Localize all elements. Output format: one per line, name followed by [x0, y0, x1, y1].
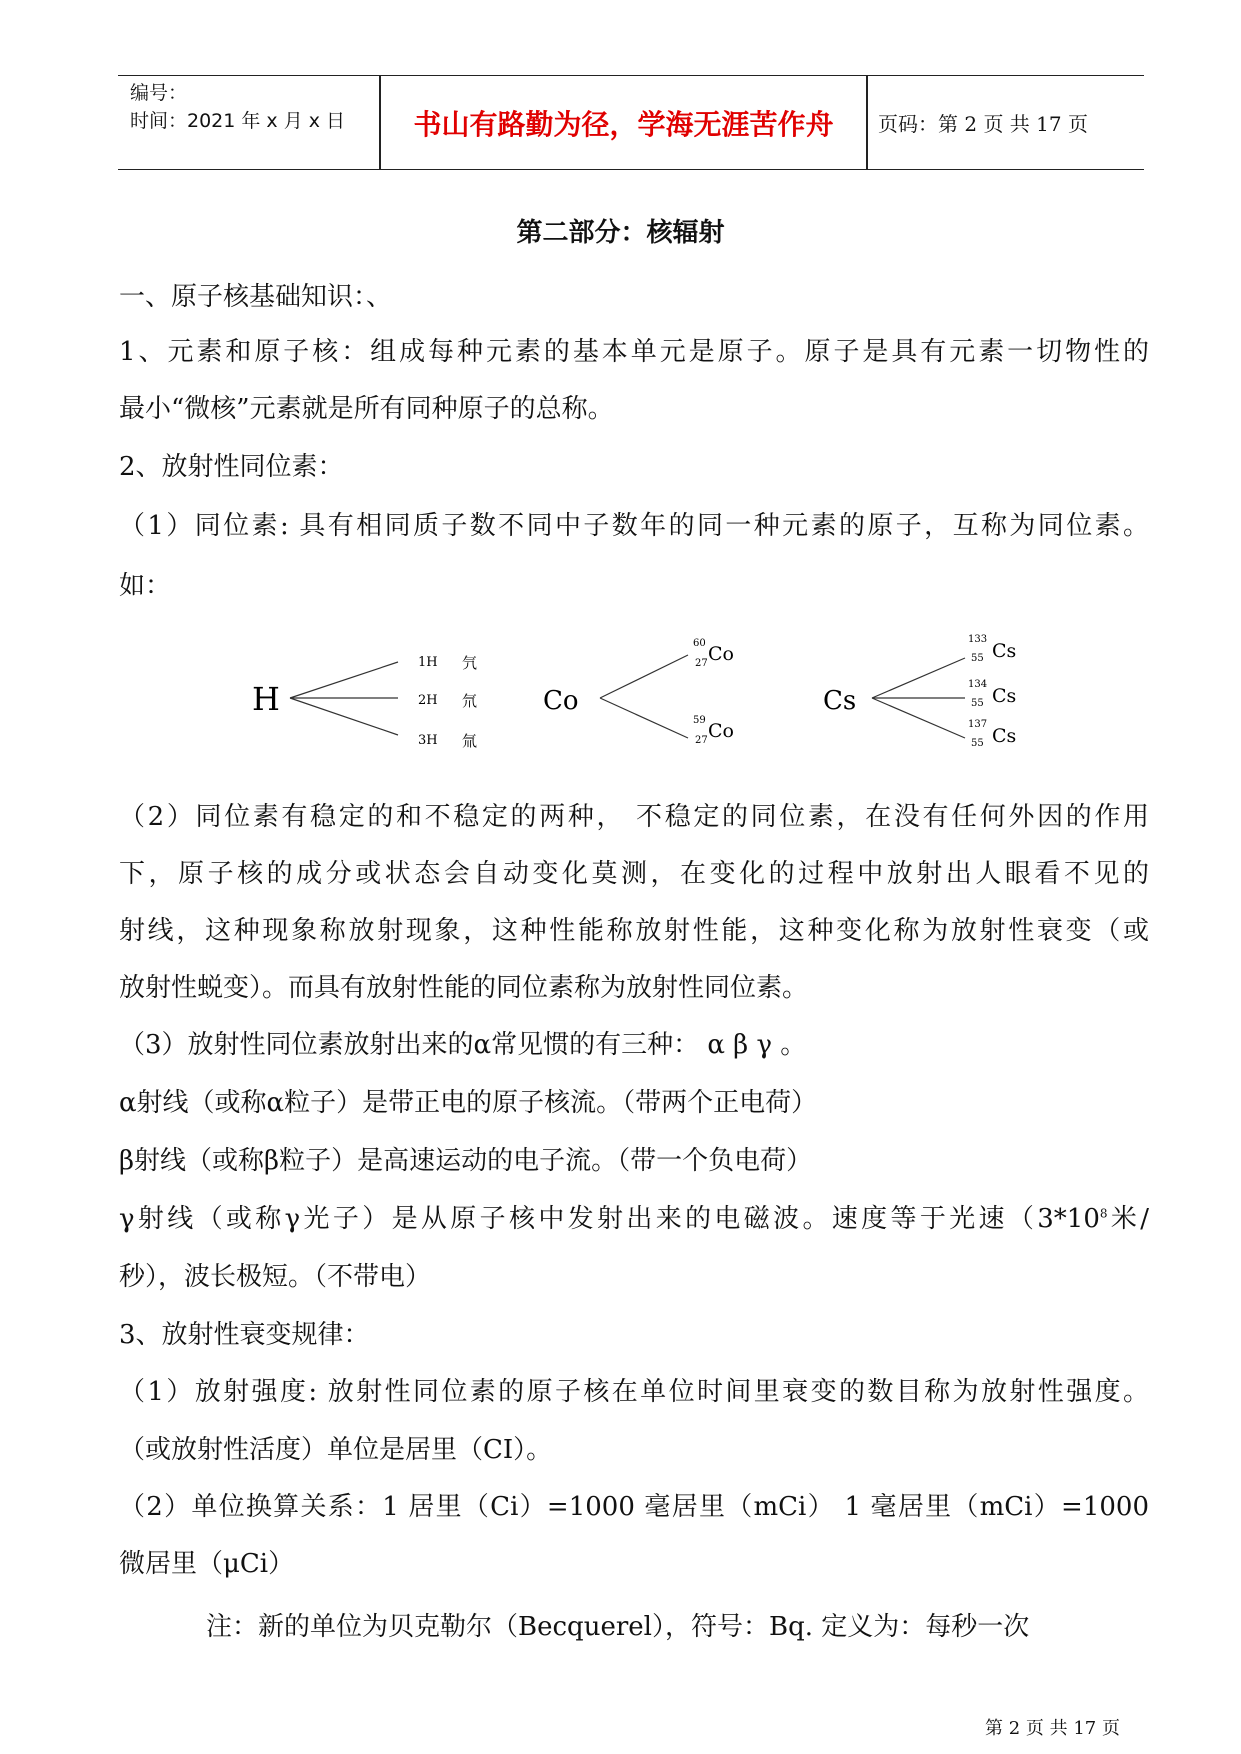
branch-line [290, 698, 398, 735]
cs-z: 55 [971, 738, 984, 749]
time-label: 时间：2021 年 x 月 x 日 [130, 110, 346, 132]
paragraph-line: β射线（或称β粒子）是高速运动的电子流。（带一个负电荷） [119, 1146, 813, 1176]
co-isotope-symbol: Co [708, 720, 734, 742]
heading-1: 一、原子核基础知识：、 [119, 282, 393, 312]
paragraph-line: 最小“微核”元素就是所有同种原子的总称。 [119, 394, 614, 424]
paragraph-line: 微居里（μCi） [119, 1549, 295, 1579]
exponent: 8 [1099, 1206, 1108, 1221]
header-page-label: 页码：第 2 页 共 17 页 [878, 112, 1088, 136]
h-symbol: H [252, 680, 280, 718]
h-isotope-mass: 2H [418, 693, 438, 708]
paragraph-line: （2）单位换算关系：1 居里（Ci）=1000 毫居里（mCi） 1 毫居里（mCi）=1000 [119, 1492, 1149, 1522]
note-line: 注：新的单位为贝克勒尔（Becquerel），符号：Bq. 定义为：每秒一次 [206, 1612, 1030, 1642]
paragraph-line: 1、元素和原子核：组成每种元素的基本单元是原子。原子是具有元素一切物性的 [119, 337, 1149, 367]
branch-line [290, 662, 398, 698]
cs-symbol: Cs [823, 686, 857, 716]
paragraph-line: （2）同位素有稳定的和不稳定的两种， 不稳定的同位素，在没有任何外因的作用 [119, 802, 1149, 832]
paragraph-line: （1）同位素: 具有相同质子数不同中子数年的同一种元素的原子，互称为同位素。 [119, 511, 1149, 541]
co-isotope-symbol: Co [708, 643, 734, 665]
header-divider [866, 76, 868, 169]
paragraph-line: （1）放射强度: 放射性同位素的原子核在单位时间里衰变的数目称为放射性强度。 [119, 1377, 1149, 1407]
paragraph-line: 如： [119, 571, 172, 601]
h-isotope-mass: 3H [418, 733, 438, 748]
cs-mass: 133 [968, 634, 988, 645]
page-footer: 第 2 页 共 17 页 [985, 1718, 1120, 1739]
co-z: 27 [695, 658, 708, 669]
co-symbol: Co [543, 686, 579, 716]
cs-isotope-symbol: Cs [992, 725, 1017, 747]
isotope-diagram-svg [230, 620, 1060, 760]
number-label: 编号： [130, 82, 188, 104]
co-z: 27 [695, 735, 708, 746]
cs-z: 55 [971, 653, 984, 664]
branch-line [600, 655, 688, 698]
h-isotope-name: 氕 [462, 654, 478, 672]
text-segment: 米/ [1107, 1204, 1149, 1234]
paragraph-line: 放射性蜕变）。而具有放射性能的同位素称为放射性同位素。 [119, 973, 809, 1003]
h-isotope-name: 氘 [462, 692, 478, 710]
header-meta-cell [118, 76, 379, 169]
paragraph-line: α射线（或称α粒子）是带正电的原子核流。（带两个正电荷） [119, 1088, 818, 1118]
paragraph-line: 秒），波长极短。（不带电） [119, 1262, 432, 1292]
heading-2: 2、放射性同位素： [119, 452, 344, 482]
isotope-diagram [230, 620, 1060, 760]
paragraph-line: 下，原子核的成分或状态会自动变化莫测，在变化的过程中放射出人眼看不见的 [119, 859, 1149, 889]
co-mass: 59 [693, 715, 706, 726]
h-isotope-name: 氚 [462, 732, 478, 750]
text-segment: γ射线（或称γ光子）是从原子核中发射出来的电磁波。速度等于光速（3*10 [119, 1204, 1100, 1234]
cs-isotope-symbol: Cs [992, 685, 1017, 707]
section-title: 第二部分：核辐射 [516, 218, 725, 248]
branch-line [872, 658, 965, 698]
header-table [118, 75, 1144, 170]
paragraph-line: （3）放射性同位素放射出来的α常见惯的有三种： α β γ 。 [119, 1030, 807, 1060]
header-motto: 书山有路勤为径，学海无涯苦作舟 [413, 107, 834, 141]
cs-mass: 134 [968, 679, 988, 690]
h-isotope-mass: 1H [418, 655, 438, 670]
cs-mass: 137 [968, 719, 988, 730]
cs-isotope-symbol: Cs [992, 640, 1017, 662]
heading-3: 3、放射性衰变规律： [119, 1320, 370, 1350]
branch-line [872, 698, 965, 738]
branch-line [600, 698, 688, 738]
cs-z: 55 [971, 698, 984, 709]
paragraph-line [119, 1198, 1149, 1235]
paragraph-line: （或放射性活度）单位是居里（CI）。 [119, 1435, 553, 1465]
paragraph-line: 射线，这种现象称放射现象，这种性能称放射性能，这种变化称为放射性衰变（或 [119, 916, 1149, 946]
co-mass: 60 [693, 638, 706, 649]
